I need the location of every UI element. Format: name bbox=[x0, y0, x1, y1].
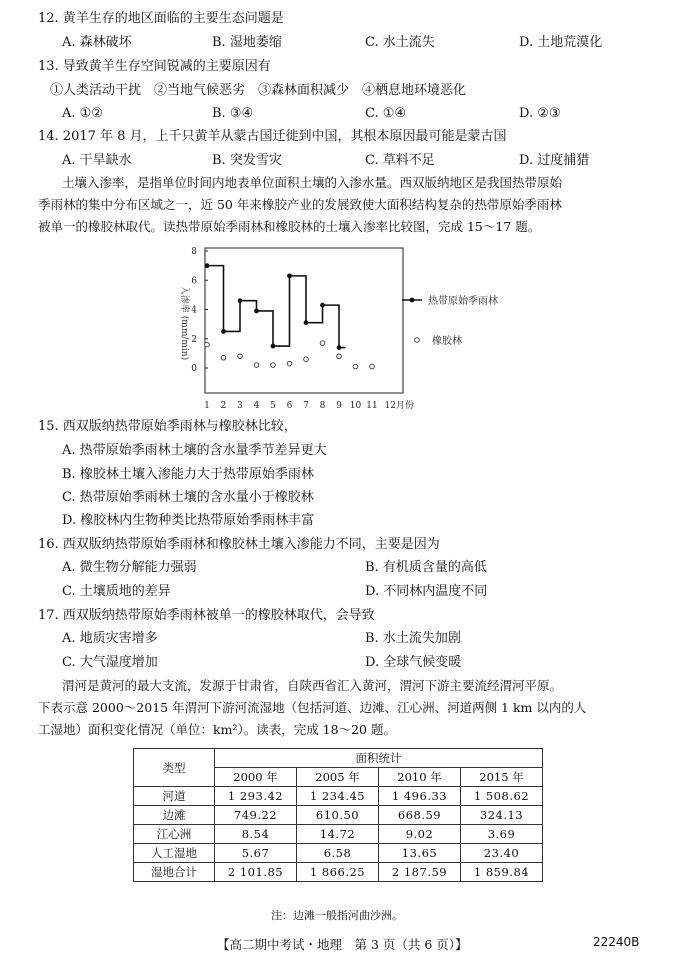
table-note: 注：边滩一般指河曲沙洲。 bbox=[271, 909, 403, 922]
table-row bbox=[134, 844, 543, 863]
x-tick-label: 10 bbox=[349, 401, 362, 411]
q12-option-b: B. 湿地萎缩 bbox=[212, 35, 282, 50]
x-tick-label: 12月份 bbox=[384, 401, 414, 411]
q17-option-b: B. 水土流失加剧 bbox=[365, 631, 461, 646]
data-point-rainforest bbox=[271, 344, 276, 349]
passage1-line2: 季雨林的集中分布区域之一，近 50 年来橡胶产业的发展致使大面积结构复杂的热带原始季雨林 bbox=[38, 197, 562, 212]
q15-option-b: B. 橡胶林土壤入渗能力大于热带原始季雨林 bbox=[62, 467, 314, 482]
data-point-rubber bbox=[353, 364, 358, 369]
q16-option-b: B. 有机质含量的高低 bbox=[365, 560, 487, 575]
data-point-rubber bbox=[221, 355, 226, 360]
y-tick-label: 4 bbox=[191, 305, 197, 316]
infiltration-rate-chart bbox=[170, 243, 498, 413]
table-cell: 1 234.45 bbox=[297, 787, 379, 806]
x-tick-label: 5 bbox=[270, 401, 276, 411]
row-label: 江心洲 bbox=[134, 825, 215, 844]
data-point-rubber bbox=[205, 342, 210, 347]
legend-marker-rubber bbox=[415, 338, 420, 343]
passage1-line3: 被单一的橡胶林取代。读热带原始季雨林和橡胶林的土壤入渗率比较图，完成 15～17 题。 bbox=[38, 219, 541, 234]
q12-stem: 12. 黄羊生存的地区面临的主要生态问题是 bbox=[38, 11, 284, 26]
row-label: 河道 bbox=[134, 787, 215, 806]
data-point-rainforest bbox=[337, 345, 342, 350]
data-point-rubber bbox=[271, 363, 276, 368]
table-year-header: 2005 年 bbox=[297, 768, 379, 787]
data-point-rainforest bbox=[287, 273, 292, 278]
row-label: 人工湿地 bbox=[134, 844, 215, 863]
data-point-rainforest bbox=[238, 298, 243, 303]
table-year-header: 2000 年 bbox=[215, 768, 297, 787]
footer-title: 【高二期中考试・地理 第 3 页（共 6 页）】 bbox=[217, 937, 468, 952]
q13-option-b: B. ③④ bbox=[212, 106, 254, 121]
table-cell: 610.50 bbox=[297, 806, 379, 825]
table-cell: 2 187.59 bbox=[379, 863, 461, 882]
wetland-area-table bbox=[133, 748, 543, 882]
table-year-header: 2015 年 bbox=[461, 768, 543, 787]
q13-items: ①人类活动干扰 ②当地气候恶劣 ③森林面积减少 ④栖息地环境恶化 bbox=[50, 83, 467, 98]
y-tick-label: 2 bbox=[191, 334, 197, 345]
q17-option-c: C. 大气湿度增加 bbox=[62, 655, 158, 670]
table-cell: 1 866.25 bbox=[297, 863, 379, 882]
q15-option-d: D. 橡胶林内生物种类比热带原始季雨林丰富 bbox=[62, 513, 315, 528]
table-header-type: 类型 bbox=[134, 749, 215, 787]
table-cell: 8.54 bbox=[215, 825, 297, 844]
footer-code: 22240B bbox=[593, 935, 640, 949]
q17-option-d: D. 全球气候变暖 bbox=[365, 655, 462, 670]
table-cell: 1 293.42 bbox=[215, 787, 297, 806]
x-tick-label: 3 bbox=[237, 401, 243, 411]
q17-option-a: A. 地质灾害增多 bbox=[62, 631, 158, 646]
q12-option-c: C. 水土流失 bbox=[365, 35, 435, 50]
data-point-rainforest bbox=[221, 329, 226, 334]
table-row bbox=[134, 825, 543, 844]
table-cell: 14.72 bbox=[297, 825, 379, 844]
q15-option-a: A. 热带原始季雨林土壤的含水量季节差异更大 bbox=[62, 443, 327, 458]
y-tick-label: 0 bbox=[191, 364, 197, 374]
table-cell: 1 496.33 bbox=[379, 787, 461, 806]
table-cell: 2 101.85 bbox=[215, 863, 297, 882]
q14-option-a: A. 干旱缺水 bbox=[62, 153, 132, 168]
passage2-line3: 工湿地）面积变化情况（单位：km²）。读表，完成 18～20 题。 bbox=[38, 722, 396, 737]
data-point-rubber bbox=[238, 354, 243, 359]
row-label: 湿地合计 bbox=[134, 863, 215, 882]
data-point-rubber bbox=[370, 364, 375, 369]
q14-option-d: D. 过度捕猎 bbox=[519, 153, 590, 168]
data-point-rubber bbox=[254, 363, 259, 368]
q17-stem: 17. 西双版纳热带原始季雨林被单一的橡胶林取代，会导致 bbox=[38, 608, 375, 623]
q16-option-c: C. 土壤质地的差异 bbox=[62, 584, 171, 599]
q13-stem: 13. 导致黄羊生存空间锐减的主要原因有 bbox=[38, 59, 271, 74]
table-row bbox=[134, 806, 543, 825]
data-point-rainforest bbox=[304, 320, 309, 325]
q16-stem: 16. 西双版纳热带原始季雨林和橡胶林土壤入渗能力不同，主要是因为 bbox=[38, 537, 440, 552]
q15-option-c: C. 热带原始季雨林土壤的含水量小于橡胶林 bbox=[62, 490, 314, 505]
table-row bbox=[134, 863, 543, 882]
table-cell: 324.13 bbox=[461, 806, 543, 825]
q14-option-b: B. 突发雪灾 bbox=[212, 153, 282, 168]
x-tick-label: 1 bbox=[204, 401, 210, 411]
x-tick-label: 2 bbox=[220, 401, 227, 411]
legend-marker-rainforest bbox=[410, 298, 415, 303]
table-cell: 3.69 bbox=[461, 825, 543, 844]
q12-option-d: D. 土地荒漠化 bbox=[519, 35, 603, 50]
table-cell: 6.58 bbox=[297, 844, 379, 863]
legend-label-rainforest: 热带原始季雨林 bbox=[428, 296, 498, 307]
data-point-rubber bbox=[287, 361, 292, 366]
passage2-line2: 下表示意 2000～2015 年渭河下游河流湿地（包括河道、边滩、江心洲、河道两侧 1 km 以内的人 bbox=[38, 700, 587, 715]
data-point-rubber bbox=[304, 357, 309, 362]
x-tick-label: 8 bbox=[319, 401, 326, 411]
data-point-rubber bbox=[320, 341, 325, 346]
table-cell: 749.22 bbox=[215, 806, 297, 825]
table-cell: 1 859.84 bbox=[461, 863, 543, 882]
row-label: 边滩 bbox=[134, 806, 215, 825]
series-line-rainforest bbox=[207, 266, 346, 348]
q15-stem: 15. 西双版纳热带原始季雨林与橡胶林比较， bbox=[38, 419, 297, 434]
q13-option-d: D. ②③ bbox=[519, 106, 561, 121]
q13-option-c: C. ①④ bbox=[365, 106, 407, 121]
q14-option-c: C. 草料不足 bbox=[365, 153, 435, 168]
data-point-rubber bbox=[337, 354, 342, 359]
legend-label-rubber: 橡胶林 bbox=[432, 336, 462, 347]
x-tick-label: 7 bbox=[303, 401, 309, 411]
table-cell: 9.02 bbox=[379, 825, 461, 844]
data-point-rainforest bbox=[205, 263, 210, 268]
x-tick-label: 4 bbox=[253, 401, 260, 411]
q16-option-a: A. 微生物分解能力强弱 bbox=[62, 560, 197, 575]
data-point-rainforest bbox=[254, 309, 259, 314]
passage1-line1: 土壤入渗率，是指单位时间内地表单位面积土壤的入渗水量。西双版纳地区是我国热带原始 bbox=[62, 175, 563, 190]
q14-stem: 14. 2017 年 8 月，上千只黄羊从蒙古国迁徙到中国，其根本原因最可能是蒙古国 bbox=[38, 129, 507, 144]
table-cell: 13.65 bbox=[379, 844, 461, 863]
q16-option-d: D. 不同林内温度不同 bbox=[365, 584, 488, 599]
table-cell: 668.59 bbox=[379, 806, 461, 825]
x-tick-label: 6 bbox=[286, 401, 293, 411]
table-cell: 5.67 bbox=[215, 844, 297, 863]
x-tick-label: 11 bbox=[366, 401, 378, 411]
y-tick-label: 6 bbox=[191, 276, 197, 287]
chart-plot-border bbox=[205, 248, 403, 393]
q12-option-a: A. 森林破坏 bbox=[62, 35, 132, 50]
table-header-group: 面积统计 bbox=[215, 749, 543, 768]
table-cell: 23.40 bbox=[461, 844, 543, 863]
x-tick-label: 9 bbox=[336, 401, 342, 411]
q13-option-a: A. ①② bbox=[62, 106, 103, 121]
table-cell: 1 508.62 bbox=[461, 787, 543, 806]
data-point-rainforest bbox=[320, 303, 325, 308]
table-year-header: 2010 年 bbox=[379, 768, 461, 787]
passage2-line1: 渭河是黄河的最大支流，发源于甘肃省，自陕西省汇入黄河，渭河下游主要流经渭河平原。 bbox=[62, 678, 563, 693]
table-row bbox=[134, 787, 543, 806]
y-tick-label: 8 bbox=[191, 247, 197, 257]
y-axis-label: 入渗率 (mm/min) bbox=[179, 285, 189, 361]
